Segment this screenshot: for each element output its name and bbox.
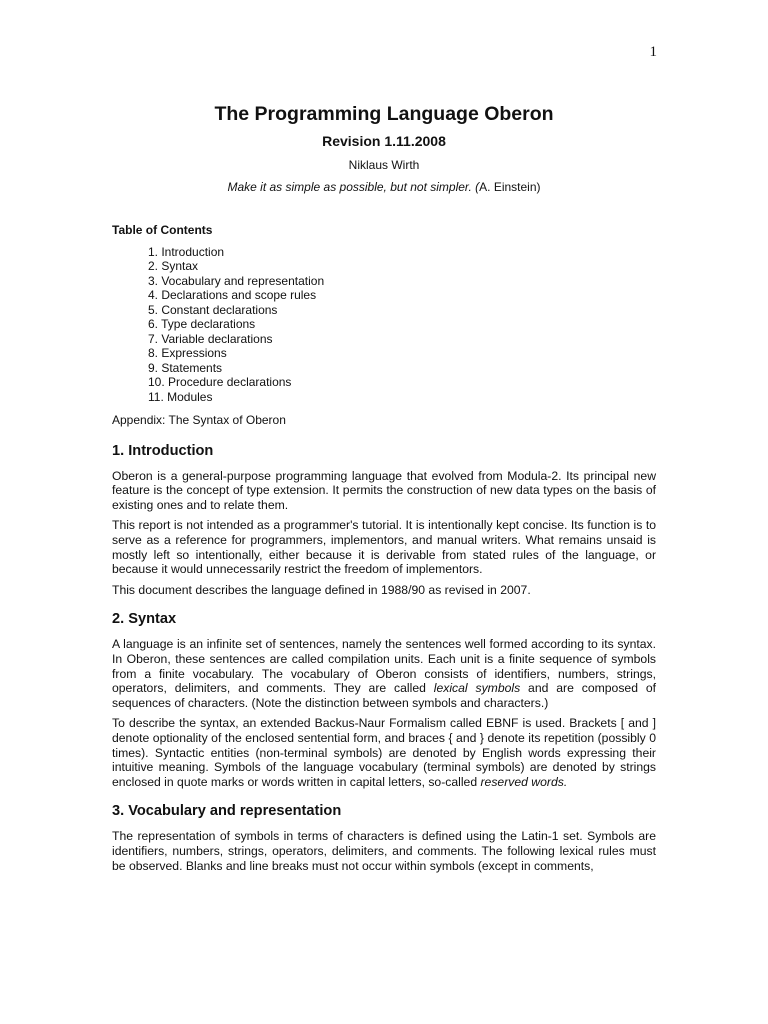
epigraph-quote — [0, 180, 768, 194]
document-title: The Programming Language Oberon — [214, 103, 554, 125]
quote-attribution: A. Einstein) — [479, 180, 541, 194]
text-run: To describe the syntax, an extended Backus-Naur Formalism called EBNF is used. Brackets [ and ] denote optionality of the enclosed sentential form, and braces { and } denote its repetition (possibly 0 times). Syntactic entities (non-terminal symbols) are denoted by English words expressing their intuitive meaning. Symbols of the language vocabulary (terminal symbols) are denoted by strings enclosed in quote marks or words written in capital letters, so-called — [112, 716, 656, 789]
toc-item: 7. Variable declarations — [148, 331, 273, 346]
author-name: Niklaus Wirth — [348, 158, 420, 172]
document-body — [112, 223, 656, 879]
emphasis-text: reserved words. — [480, 774, 568, 789]
text-run: and are composed of sequences of characters. (Note the distinction between symbols and characters.) — [112, 681, 656, 710]
page-number: 1 — [649, 44, 657, 60]
section-heading-vocabulary: 3. Vocabulary and representation — [112, 803, 342, 820]
toc-heading: Table of Contents — [112, 223, 213, 237]
toc-item: 5. Constant declarations — [148, 302, 278, 317]
toc-list — [148, 245, 656, 405]
section-heading-syntax: 2. Syntax — [112, 611, 177, 628]
toc-item: 1. Introduction — [148, 244, 225, 259]
toc-item: 9. Statements — [148, 360, 223, 375]
toc-item: 6. Type declarations — [148, 317, 256, 332]
toc-appendix: Appendix: The Syntax of Oberon — [112, 413, 286, 428]
paragraph: This report is not intended as a programmer's tutorial. It is intentionally kept concise. Its function is to serve as a reference for programmers, implementors, and manual writers. What remains unsaid is mostly left so intentionally, either because it is derivable from stated rules of the language, or because it would unnecessarily restrict the freedom of implementors. — [112, 518, 656, 577]
toc-item: 4. Declarations and scope rules — [148, 288, 317, 303]
text-run: A language is an infinite set of sentences, namely the sentences well formed according to its syntax. In Oberon, these sentences are called compilation units. Each unit is a finite sequence of symbols from a finite vocabulary. The vocabulary of Oberon consists of identifiers, numbers, strings, operators, delimiters, and comments. They are called — [112, 637, 656, 696]
toc-item: 11. Modules — [148, 389, 213, 404]
section-heading-introduction: 1. Introduction — [112, 442, 214, 459]
paragraph — [112, 637, 656, 710]
toc-item: 3. Vocabulary and representation — [148, 273, 325, 288]
paragraph: This document describes the language defined in 1988/90 as revised in 2007. — [112, 582, 531, 597]
paragraph: Oberon is a general-purpose programming language that evolved from Modula-2. Its principal new feature is the concept of type extension. It permits the construction of new data types on the basis of existing ones and to relate them. — [112, 468, 656, 512]
emphasis-text: lexical symbols — [433, 681, 521, 696]
toc-item: 2. Syntax — [148, 259, 199, 274]
paragraph: The representation of symbols in terms of characters is defined using the Latin-1 set. Symbols are identifiers, numbers, strings, operators, delimiters, and comments. The following lexical rules must be observed. Blanks and line breaks must not occur within symbols (except in comments, — [112, 829, 656, 873]
quote-italic: Make it as simple as possible, but not simpler. ( — [227, 180, 480, 194]
toc-item: 10. Procedure declarations — [148, 375, 292, 390]
paragraph — [112, 716, 656, 789]
toc-item: 8. Expressions — [148, 346, 227, 361]
revision-line: Revision 1.11.2008 — [322, 133, 446, 149]
